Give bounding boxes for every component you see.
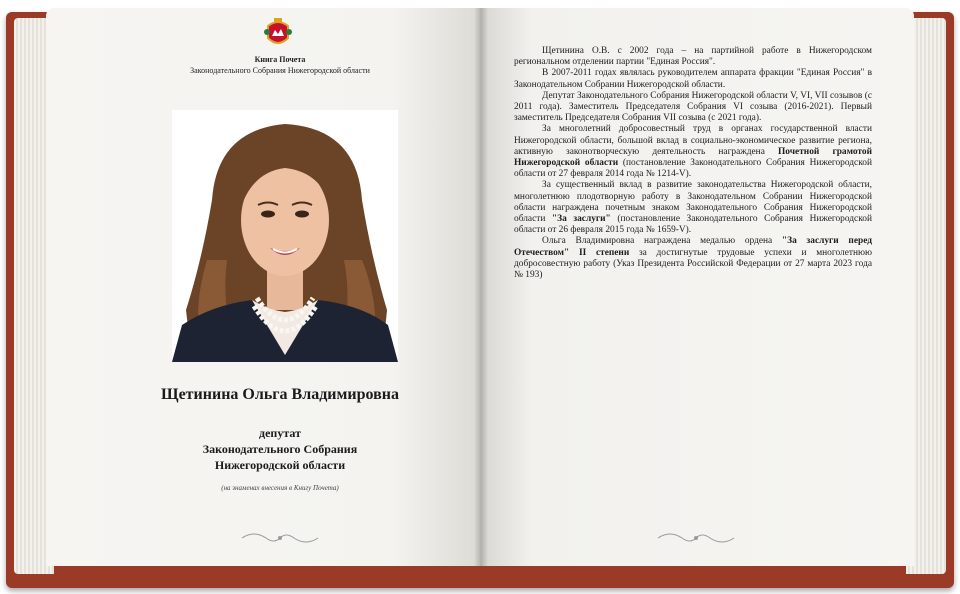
bio-paragraph: За существенный вклад в развитие законодательства Нижегородской области, многолетнюю плодотворную работу в Законодательном Собрании Нижегородской области награждена почетным знаком Законодательного Собрания Нижегородской области "За заслуги" (постановление Законодательного Собрания Нижегородской области от 26 февраля 2015 года № 1659-V). <box>514 180 872 236</box>
bio-paragraph: Депутат Законодательного Собрания Нижегородской области V, VI, VII созывов (с 2011 года). Заместитель Председателя Собрания VI созыва (2016-2021). Первый заместитель Председателя Собрания VII созыва (с 2021 года). <box>514 90 872 124</box>
book-title-line1: Книга Почета <box>254 55 306 64</box>
book-title-line2: Законодательного Собрания Нижегородской области <box>190 66 370 75</box>
portrait-image <box>172 110 398 362</box>
position-line2: Законодательного Собрания <box>202 442 358 456</box>
bio-paragraph: Ольга Владимировна награждена медалью ордена "За заслуги перед Отечеством" II степени за достигнутые трудовые успехи и многолетнюю добросовестную работу (Указ Президента Российской Федерации от 27 марта 2023 года № 193) <box>514 236 872 281</box>
person-name: Щетинина Ольга Владимировна <box>161 386 399 403</box>
book-spine <box>474 8 488 566</box>
position-line1: депутат <box>259 426 301 440</box>
ornament-divider-icon <box>656 530 736 546</box>
position-line3: Нижегородской области <box>214 458 346 472</box>
entry-note: (на знаменах внесения в Книгу Почета) <box>221 484 339 492</box>
bio-paragraph: За многолетний добросовестный труд в органах государственной власти Нижегородской области, большой вклад в социально-экономическое развитие региона, активную законотворческую деятельность награждена Почетной грамотой Нижегородской области (постановление Законодательного Собрания Нижегородской области от 27 февраля 2014 года № 1214-V). <box>514 124 872 180</box>
bio-paragraph: Щетинина О.В. с 2002 года – на партийной работе в Нижегородском региональном отделении партии "Единая Россия". <box>514 46 872 68</box>
book-title <box>170 54 390 76</box>
ornament-divider-icon <box>240 530 320 546</box>
portrait-photo <box>172 110 398 362</box>
bio-paragraph: В 2007-2011 годах являлась руководителем аппарата фракции "Единая Россия" в Законодательном Собрании Нижегородской области. <box>514 68 872 90</box>
coat-of-arms-icon <box>263 16 293 50</box>
biography-text <box>514 46 872 281</box>
person-position <box>130 425 430 473</box>
